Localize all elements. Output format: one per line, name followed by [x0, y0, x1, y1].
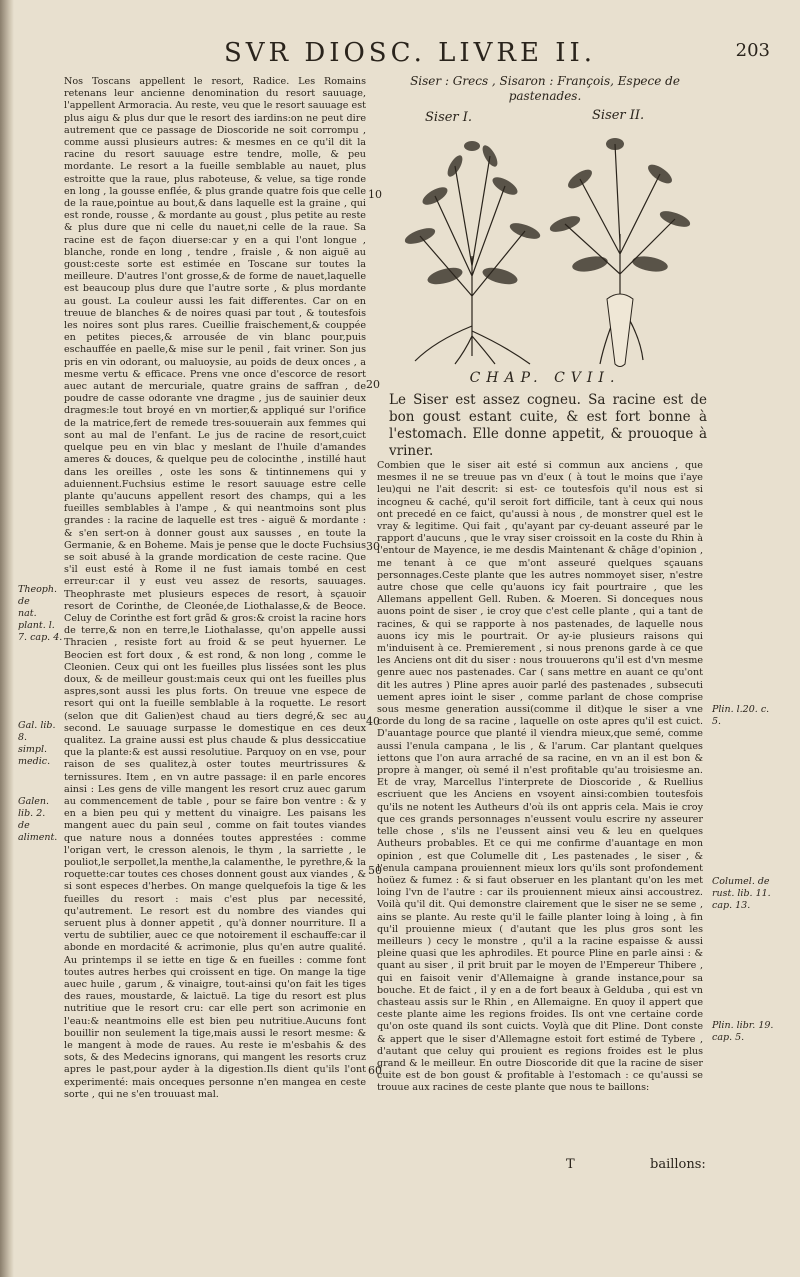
line-number-10: 10 — [368, 188, 382, 201]
chapter-summary: Le Siser est assez cogneu. Sa racine est de bon goust estant cuite, & est fort bonne à l'estomach. Elle donne appetit, & prouoque à vriner. — [389, 392, 707, 459]
line-number-50: 50 — [368, 864, 382, 877]
left-column-text — [64, 76, 366, 1106]
margin-note-galen-aliment: Galen. lib. 2. de aliment. — [18, 796, 58, 843]
line-number-60: 60 — [368, 1064, 382, 1077]
plant-caption: Siser : Grecs , Sisaron : François, Espece de pastenades. — [410, 74, 680, 103]
book-gutter — [0, 0, 14, 1277]
right-paragraph: Combien que le siser ait esté si commun aux anciens , que mesmes il ne se treuue pas vn d'eux ( à tout le moins que i'aye leu)qui ne l'ait descrit: si est- ce toutesfois qu'il nous est si incogneu & caché, qu'il seroit fort difficile, tant à ceux qui nous ont precedé en ce faict, qu'aussi à nous , de monstrer quel est le vray & legitime. Qui fait , qu'ayant par cy-deuant asseuré par le rapport d'aucuns , que le vray siser croissoit en la coste du Rhin à l'entour de Mayence, ie me desdis Maintenant & chãge d'opinion , me tenant à ce que m'ont asseuré quelques sçauans personnages.Ceste plante que les autres nommoyet siser, n'estre autre chose que celle qu'auons icy fait pourtraire , que les Allemans appellent Gell. Ruben. & Moeren. Si donceques nous auons point de siser , ie croy que c'est celle plante , qui a tant de racines, & qui se rapporte à nos pastenades, de laquelle nous auons icy mis le pourtrait. Or ay-ie plusieurs raisons qui m'induisent à ce. Premierement , si nous prenons garde à ce que les Anciens ont dit du siser : nous trouuerons qu'il est d'vn mesme genre auec nos pastenades. Car ( sans mettre en auant ce qu'ont dit les autres ) Pline apres auoir parlé des pastenades , subsecuti uement apres ioint le siser , comme parlant de chose comprise sous mesme generation aussi(comme il dit)que le siser a vne corde du long de sa racine , laquelle on oste apres qu'il est cuict. D'auantage pource que planté il viendra mieux,que semé, comme aussi l'enula campana , le lis , & l'arum. Car plantant quelques iettons que l'on aura arraché de sa racine, en vn an il est bon & propre à manger, où semé il n'est profitable qu'au troisiesme an. Et de vray, Marcellus l'interprete de Dioscoride , & Ruellius escriuent que les Anciens en vsoyent ainsi:combien toutesfois qu'ils ne notent les Autheurs d'où ils ont appris cela. Mais ie croy que ces grands personnages n'eussent voulu escrire ny asseurer telle chose , s'ils ne l'eussent ainsi veu & leu en quelques Autheurs probables. Et ce qui me confirme d'auantage en mon opinion , est que Columelle dit , Les pastenades , le siser , & l'enula campana prouiennent mieux lors qu'ils sont profondement hoüez & fumez : & si faut obseruer en les plantant qu'on les met loing l'vn de l'autre : car ils prouiennent mieux ainsi accoustrez. Voilà qu'il dit. Qui demonstre clairement que le siser ne se seme , ains se plante. Au reste qu'il le faille planter loing à loing , à fin qu'il prouienne mieux ( d'autant que les plus gros sont les meilleurs ) cecy le monstre , qu'il a la racine espaisse & aussi pleine quasi que les aphrodiles. Et pource Pline en parle ainsi : & quant au siser , il prit bruit par le moyen de l'Empereur Thibere , qui en faisoit venir d'Allemaigne à grande instance,pour sa bouche. Et de faict , il y en a de fort beaux à Gelduba , qui est vn chasteau assis sur le Rhin , en Allemaigne. En quoy il appert que ceste plante aime les regions froides. Ils ont vne certaine corde qu'on oste quand ils sont cuicts. Voylà que dit Pline. Dont conste & appert que le siser d'Allemagne estoit fort estimé de Tybere , d'autant que celuy qui prouient es regions froides est le plus grand & le meilleur. En outre Dioscoride dit que la racine de siser cuite est de bon goust & profitable à l'estomach : ce qu'aussi se trouue aux racines de ceste plante que nous te baillons: — [377, 460, 703, 1094]
line-number-40: 40 — [366, 715, 380, 728]
page-number: 203 — [735, 40, 770, 61]
margin-note-pliny-20: Plin. l.20. c. 5. — [712, 704, 770, 727]
page-header — [0, 38, 800, 72]
plant-label-2: Siser II. — [592, 108, 645, 123]
running-head: SVR DIOSC. LIVRE II. — [223, 38, 597, 68]
chapter-title: CHAP. CVII. — [469, 370, 621, 386]
siser-woodcut-2 — [545, 124, 695, 369]
line-number-30: 30 — [366, 540, 380, 553]
plant-label-1: Siser I. — [425, 110, 473, 125]
left-paragraph: Nos Toscans appellent le resort, Radice. Les Romains retenans leur ancienne denomination du resort sauuage, l'appellent Armoracia. Au reste, veu que le resort sauuage est plus aigu & plus dur que le resort des iardins:on ne peut dire autrement que ce passage de Dioscoride ne soit corrompu , comme aussi plusieurs autres: & mesmes en ce qu'il dit la racine du resort sauuage estre tendre, molle, & peu mordante. Le resort a la fueille semblable au nauet, plus estroitte que la raue, plus raboteuse, & velue, sa tige ronde en long , la gousse enflée, & plus grande quatre fois que celle de la raue,pointue au bout,& dans laquelle est la graine , qui est ronde, rousse , & mordante au goust , plus petite au reste & plus dure que ni celle du nauet,ni celle de la raue. Sa racine est de façon diuerse:car y en a qui l'ont longue , blanche, ronde en long , tendre , fraisle , & non aiguë au goust:ceste sorte est estimée en Toscane sur toutes la meilleure. D'autres l'ont grosse,& de forme de nauet,laquelle est beaucoup plus dure que l'autre sorte , & plus mordante au goust. La couleur aussi les fait differentes. Car on en treuue de blanches & de noires quasi par tout , & toutesfois les noires sont plus rares. Cueillie fraischement,& couppée en petites pieces,& arrousée de vin blanc pour,puis eschauffée en paelle,& mise sur le penil , fait vriner. Son jus pris en vin odorant, ou maluoysie, au poids de deux onces , a mesme vertu & efficace. Prens vne once d'escorce de resort auec autant de mercuriale, quatre grains de saffran , de poudre de casse odorante vne dragme , jus de sauinier deux dragmes:le tout broyé en vn mortier,& appliqué sur l'orifice de la matrice,fert de remede tres-souuerain aux femmes qui sont au mal de l'enfant. Le jus de racine de resort,cuict quelque peu en vin blac y meslant de l'huile d'amandes ameres & douces, & quelque peu de colocinthe , instillé haut dans les oreilles , oste les sons & tintinnemens qui y aduiennent.Fuchsius estime le resort sauuage estre celle plante qu'aucuns appellent resort des champs, qui a les fueilles semblables à l'ampe , & qui neantmoins sont plus grandes : la racine de laquelle est tres - aiguë & mordante : & s'en sert-on à donner goust aux sausses , en toute la Germanie, & en Boheme. Mais je pense que le docte Fuchsius se soit abusé à la grande mordication de ceste racine. Que s'il eust esté à Rome il ne fust iamais tombé en cest erreur:car il y eust veu assez de resorts, sauuages. Theophraste met plusieurs especes de resort, à sçauoir resort de Corinthe, de Cleonée,de Liothalasse,& de Beoce. Celuy de Corinthe est fort grãd & gros:& croist la racine hors de terre,& non en terre,le Liothalasse, qu'on appelle aussi Thracien , resiste fort au froid & se peut hyuerner. Le Beocien est fort doux , & est rond, & non long , comme le Cleonien. Ceux qui ont les fueilles plus lissées sont les plus doux, & de meilleur goust:mais ceux qui ont les fueilles plus aspres,sont aussi les plus forts. On treuue vne espece de resort qui ont la fueille semblable à la roquette. Le resort (selon que dit Galien)est chaud au tiers degré,& sec au second. Le sauuage surpasse le domestique en ces deux qualitez. La graine aussi est plus chaude & plus dessiccatiue que la plante:& est aussi resolutiue. Parquoy on en vse, pour raison de ses qualitez,à oster toutes meurtrissures & ternissures. Item , en vn autre passage: il en parle encores ainsi : Les gens de ville mangent les resort cruz auec garum au commencement de table , pour se faire bon ventre : & y en a bien peu qui y mettent du vinaigre. Les paisans les mangent auec du pain seul , comme on fait toutes viandes que nature nous a données toutes apprestées : comme l'origan vert, le cresson alenois, le thym , la sarriette , le pouliot,le serpollet,la menthe,la calamenthe, le pyrethre,& la roquette:car toutes ces choses donnent goust aux viandes , & si sont especes d'herbes. On mange quelquefois la tige & les fueilles du resort : mais c'est plus par necessité, qu'autrement. Le resort est du nombre des viandes qui seruent plus à donner appetit , qu'à donner nourriture. Il a vertu de subtilier, auec ce que notoirement il eschauffe:car il abonde en mordacité & acrimonie, plus qu'en autre qualité. Au printemps il se iette en tige & en fueilles : comme font toutes autres herbes qui croissent en tige. On mange la tige auec huile , garum , & vinaigre, tout-ainsi qu'on fait les tiges des raues, moustarde, & laictuë. La tige du resort est plus nutritiue que le resort cru: car elle pert son acrimonie en l'eau:& neantmoins elle est bien peu nutritiue.Aucuns font bouillir non seulement la tige,mais aussi le resort mesme: & le mangent à mode de raues. Au reste ie m'esbahis & des sots, & des Medecins ignorans, qui mangent les resorts cruz apres le past,pour ayder à la digestion.Ils dient qu'ils l'ont experimenté: mais onceques personne n'en mangea en ceste sorte , qui ne s'en trouuast mal. — [64, 76, 366, 1100]
signature-mark: T — [566, 1157, 575, 1172]
catchword: baillons: — [650, 1157, 706, 1172]
margin-note-columella: Columel. de rust. lib. 11. cap. 13. — [712, 876, 771, 911]
line-number-20: 20 — [366, 378, 380, 391]
right-column-text — [377, 460, 703, 1215]
margin-note-pliny-19: Plin. libr. 19. cap. 5. — [712, 1020, 774, 1043]
margin-note-theophrastus: Theoph. de nat. plant. l. 7. cap. 4. — [18, 584, 63, 643]
margin-note-galen-simpl: Gal. lib. 8. simpl. medic. — [18, 720, 56, 767]
siser-woodcut-1 — [395, 126, 550, 366]
